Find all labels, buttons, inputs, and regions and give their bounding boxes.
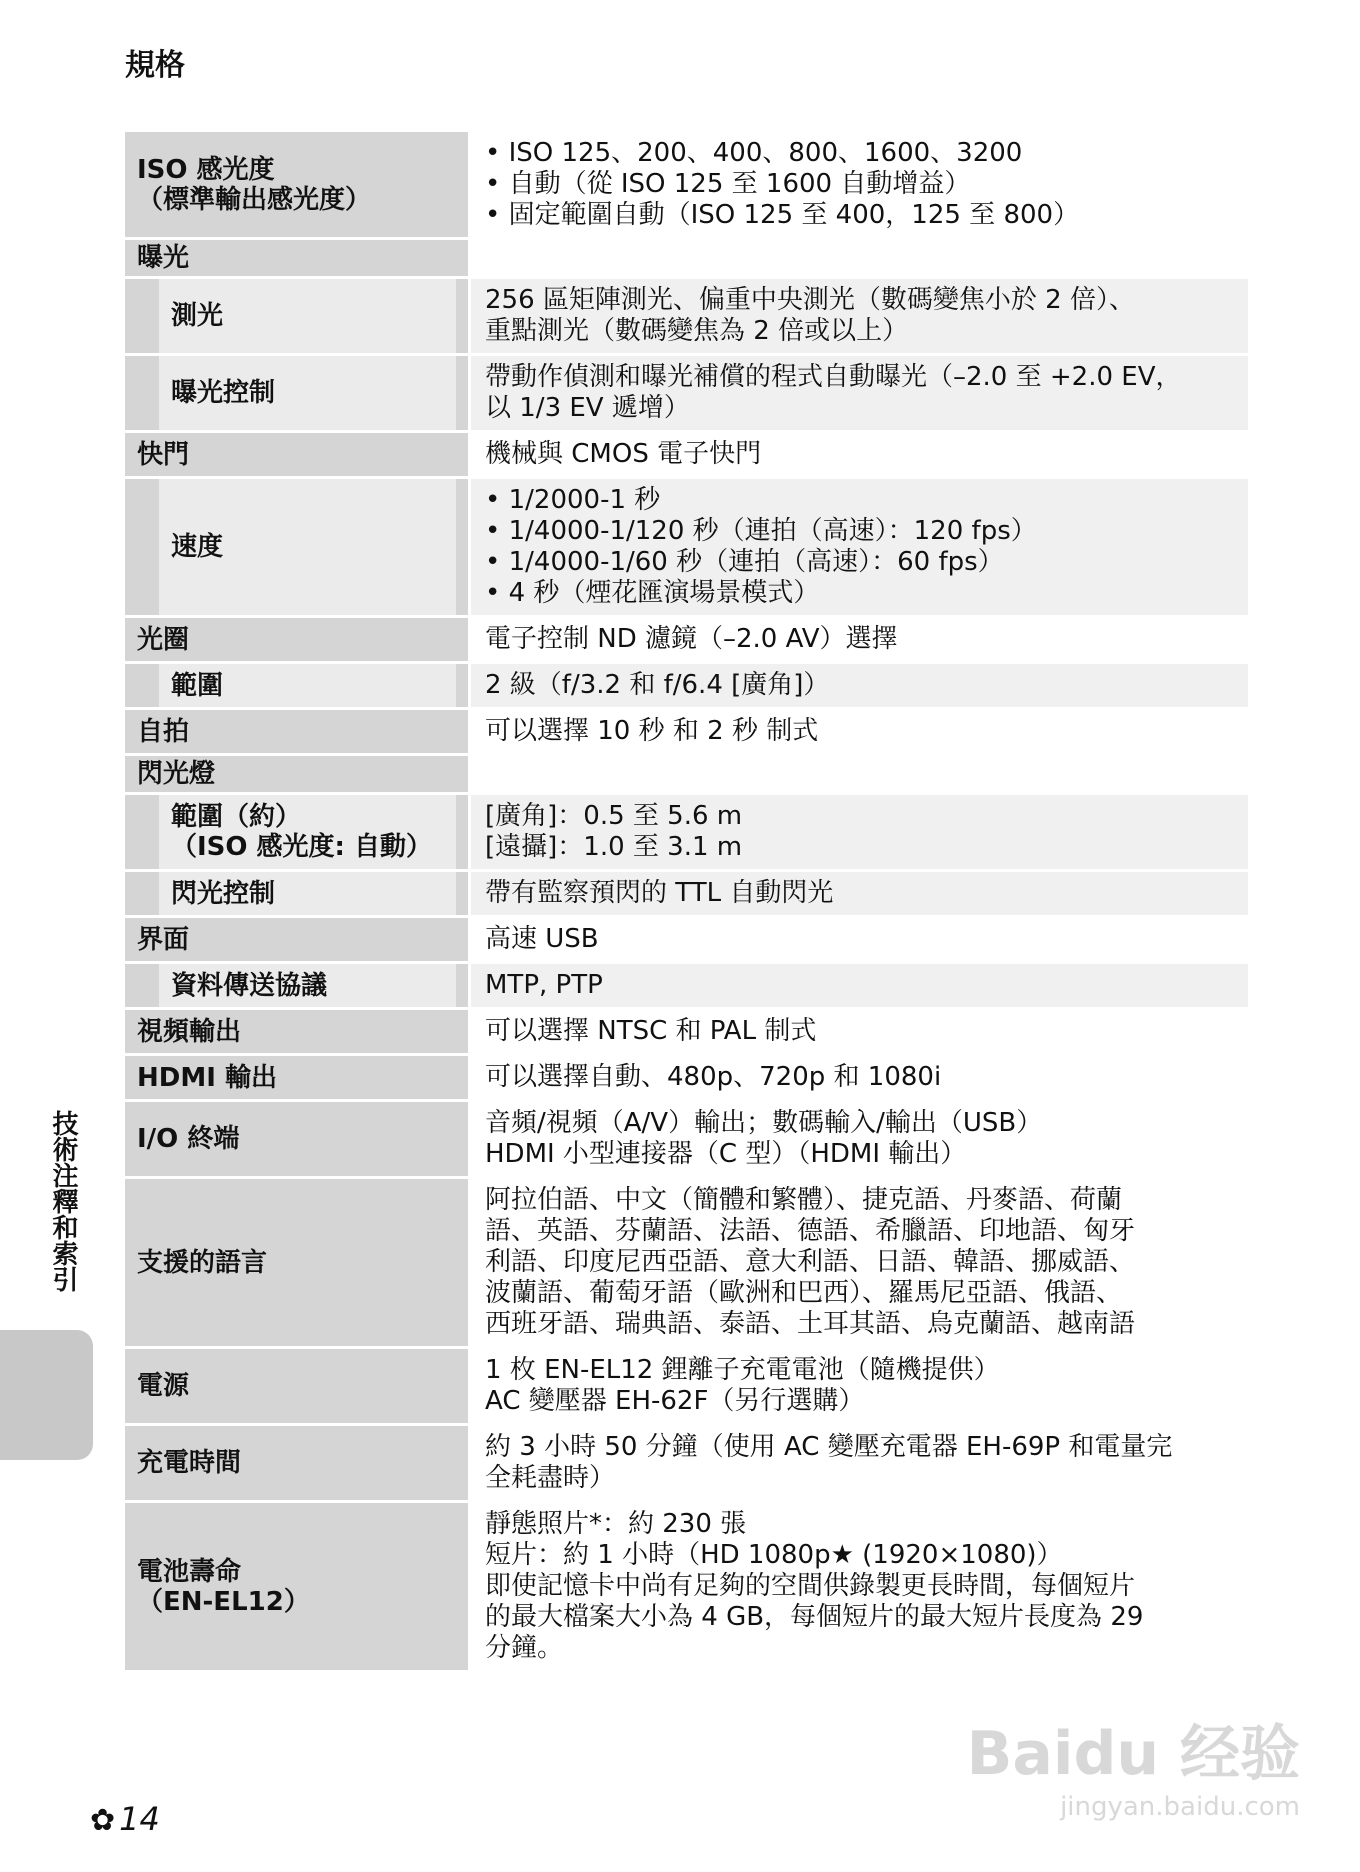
value-line: 2 級（f/3.2 和 f/6.4 [廣角]） <box>485 670 830 700</box>
row-label-text: 快門 <box>137 439 190 470</box>
value-line: • 自動（從 ISO 125 至 1600 自動增益） <box>485 169 971 199</box>
value-line: 以 1/3 EV 遞增） <box>485 393 690 423</box>
value-line: HDMI 小型連接器（C 型）（HDMI 輸出） <box>485 1139 967 1169</box>
row-value <box>468 1349 1248 1423</box>
row-label-text: 範圍（約） （ISO 感光度: 自動） <box>159 795 456 869</box>
row-label-text: 曝光 <box>137 243 190 273</box>
value-line: • 1/4000-1/120 秒（連拍（高速）：120 fps） <box>485 516 1037 546</box>
row-label <box>125 1102 468 1176</box>
value-line: 重點測光（數碼變焦為 2 倍或以上） <box>485 316 909 346</box>
value-line: 可以選擇自動、480p、720p 和 1080i <box>485 1062 942 1092</box>
value-line: 高速 USB <box>485 924 599 954</box>
table-row <box>125 1426 1248 1503</box>
row-value <box>468 1010 1248 1053</box>
row-label <box>125 132 468 237</box>
table-row <box>125 279 1248 356</box>
value-line: 1 枚 EN-EL12 鋰離子充電電池（隨機提供） <box>485 1355 1000 1385</box>
row-label-text: 自拍 <box>137 716 190 747</box>
value-line: 256 區矩陣測光、偏重中央測光（數碼變焦小於 2 倍）、 <box>485 285 1135 315</box>
row-label-text: 電源 <box>137 1371 190 1401</box>
value-line: • 1/4000-1/60 秒（連拍（高速）：60 fps） <box>485 547 1004 577</box>
row-label-text: 曝光控制 <box>159 356 456 430</box>
table-row <box>125 132 1248 240</box>
value-line: 西班牙語、瑞典語、泰語、土耳其語、烏克蘭語、越南語 <box>485 1309 1136 1339</box>
value-line: 靜態照片*：約 230 張 <box>485 1509 747 1539</box>
row-label-text: 界面 <box>137 924 190 955</box>
row-label-text: 測光 <box>159 279 456 353</box>
row-value <box>468 664 1248 707</box>
value-line: AC 變壓器 EH-62F（另行選購） <box>485 1386 865 1416</box>
row-value <box>468 356 1248 430</box>
table-row <box>125 918 1248 964</box>
row-label <box>125 1426 468 1500</box>
value-line: • 1/2000-1 秒 <box>485 485 661 515</box>
row-label <box>125 1179 468 1346</box>
row-value <box>468 795 1248 869</box>
value-line: [遠攝]：1.0 至 3.1 m <box>485 832 743 862</box>
value-line: 帶動作偵測和曝光補償的程式自動曝光（–2.0 至 +2.0 EV， <box>485 362 1182 392</box>
table-row <box>125 479 1248 618</box>
row-value <box>468 618 1248 661</box>
value-line: • 固定範圍自動（ISO 125 至 400，125 至 800） <box>485 200 1080 230</box>
row-label-text: 支援的語言 <box>137 1247 268 1278</box>
row-label <box>125 433 468 476</box>
table-row <box>125 1349 1248 1426</box>
side-label: 技術注釋和索引 <box>48 1110 78 1292</box>
page-number-text: 14 <box>119 1800 160 1838</box>
row-label <box>125 710 468 753</box>
row-value <box>468 918 1248 961</box>
row-label-text: 閃光控制 <box>159 872 456 915</box>
row-value <box>468 872 1248 915</box>
table-row <box>125 240 1248 279</box>
value-line: 可以選擇 NTSC 和 PAL 制式 <box>485 1016 817 1046</box>
value-line: • 4 秒（煙花匯演場景模式） <box>485 578 820 608</box>
row-label-text: I/O 終端 <box>137 1124 240 1154</box>
row-label <box>125 664 468 707</box>
row-label <box>125 240 468 276</box>
value-line: 音頻/視頻（A/V）輸出；數碼輸入/輸出（USB） <box>485 1108 1043 1138</box>
row-label-text: 範圍 <box>159 664 456 707</box>
row-label-text: 電池壽命 （EN-EL12） <box>137 1556 310 1617</box>
value-line: 的最大檔案大小為 4 GB，每個短片的最大短片長度為 29 <box>485 1602 1144 1632</box>
row-label-text: 資料傳送協議 <box>159 964 456 1007</box>
value-line: [廣角]：0.5 至 5.6 m <box>485 801 743 831</box>
table-row <box>125 664 1248 710</box>
row-label <box>125 1503 468 1670</box>
row-value <box>468 479 1248 615</box>
table-row <box>125 618 1248 664</box>
row-label <box>125 918 468 961</box>
row-value <box>468 279 1248 353</box>
table-row <box>125 356 1248 433</box>
settings-icon: ✿ <box>90 1803 116 1838</box>
table-row <box>125 1056 1248 1102</box>
value-line: 即使記憶卡中尚有足夠的空間供錄製更長時間，每個短片 <box>485 1571 1136 1601</box>
side-tab <box>0 1330 93 1460</box>
row-label-text: HDMI 輸出 <box>137 1062 277 1093</box>
row-label <box>125 872 468 915</box>
row-label-text: 充電時間 <box>137 1448 242 1478</box>
row-value <box>468 433 1248 476</box>
table-row <box>125 795 1248 872</box>
value-line: 短片：約 1 小時（HD 1080p★ (1920×1080)） <box>485 1540 1063 1570</box>
watermark-sub: jingyan.baidu.com <box>1060 1792 1300 1822</box>
table-row <box>125 1010 1248 1056</box>
row-value <box>468 1426 1248 1500</box>
page-title: 規格 <box>125 48 185 83</box>
row-label <box>125 618 468 661</box>
value-line: 機械與 CMOS 電子快門 <box>485 439 762 469</box>
row-label <box>125 795 468 869</box>
value-line: 可以選擇 10 秒 和 2 秒 制式 <box>485 716 819 746</box>
table-row <box>125 872 1248 918</box>
value-line: 分鐘。 <box>485 1633 564 1663</box>
value-line: MTP, PTP <box>485 970 603 1000</box>
row-value <box>468 964 1248 1007</box>
row-label <box>125 756 468 792</box>
value-line: 語、英語、芬蘭語、法語、德語、希臘語、印地語、匈牙 <box>485 1216 1136 1246</box>
row-value <box>468 710 1248 753</box>
row-value <box>468 1102 1248 1176</box>
watermark <box>967 1706 1300 1822</box>
row-label <box>125 1056 468 1099</box>
table-row <box>125 1503 1248 1673</box>
value-line: 帶有監察預閃的 TTL 自動閃光 <box>485 878 834 908</box>
row-value <box>468 132 1248 237</box>
row-value <box>468 1503 1248 1670</box>
row-label <box>125 479 468 615</box>
table-row <box>125 1179 1248 1349</box>
table-row <box>125 964 1248 1010</box>
row-label-text: ISO 感光度 （標準輸出感光度） <box>137 154 372 215</box>
watermark-main: Baidu 经验 <box>966 1719 1300 1789</box>
row-label <box>125 356 468 430</box>
row-value <box>468 240 1248 276</box>
row-label-text: 視頻輸出 <box>137 1016 242 1047</box>
value-line: 電子控制 ND 濾鏡（–2.0 AV）選擇 <box>485 624 898 654</box>
table-row <box>125 710 1248 756</box>
value-line: • ISO 125、200、400、800、1600、3200 <box>485 138 1023 168</box>
spec-table <box>125 132 1248 1673</box>
page-number <box>90 1800 160 1838</box>
value-line: 波蘭語、葡萄牙語（歐洲和巴西）、羅馬尼亞語、俄語、 <box>485 1278 1123 1308</box>
row-value <box>468 756 1248 792</box>
row-label-text: 閃光燈 <box>137 759 216 789</box>
value-line: 全耗盡時） <box>485 1463 616 1493</box>
row-label <box>125 964 468 1007</box>
row-label <box>125 1349 468 1423</box>
value-line: 阿拉伯語、中文（簡體和繁體）、捷克語、丹麥語、荷蘭 <box>485 1185 1123 1215</box>
row-value <box>468 1056 1248 1099</box>
row-value <box>468 1179 1248 1346</box>
row-label <box>125 279 468 353</box>
table-row <box>125 756 1248 795</box>
row-label-text: 速度 <box>159 479 456 615</box>
value-line: 利語、印度尼西亞語、意大利語、日語、韓語、挪威語、 <box>485 1247 1136 1277</box>
value-line: 約 3 小時 50 分鐘（使用 AC 變壓充電器 EH-69P 和電量完 <box>485 1432 1173 1462</box>
table-row <box>125 1102 1248 1179</box>
row-label-text: 光圈 <box>137 624 190 655</box>
table-row <box>125 433 1248 479</box>
row-label <box>125 1010 468 1053</box>
